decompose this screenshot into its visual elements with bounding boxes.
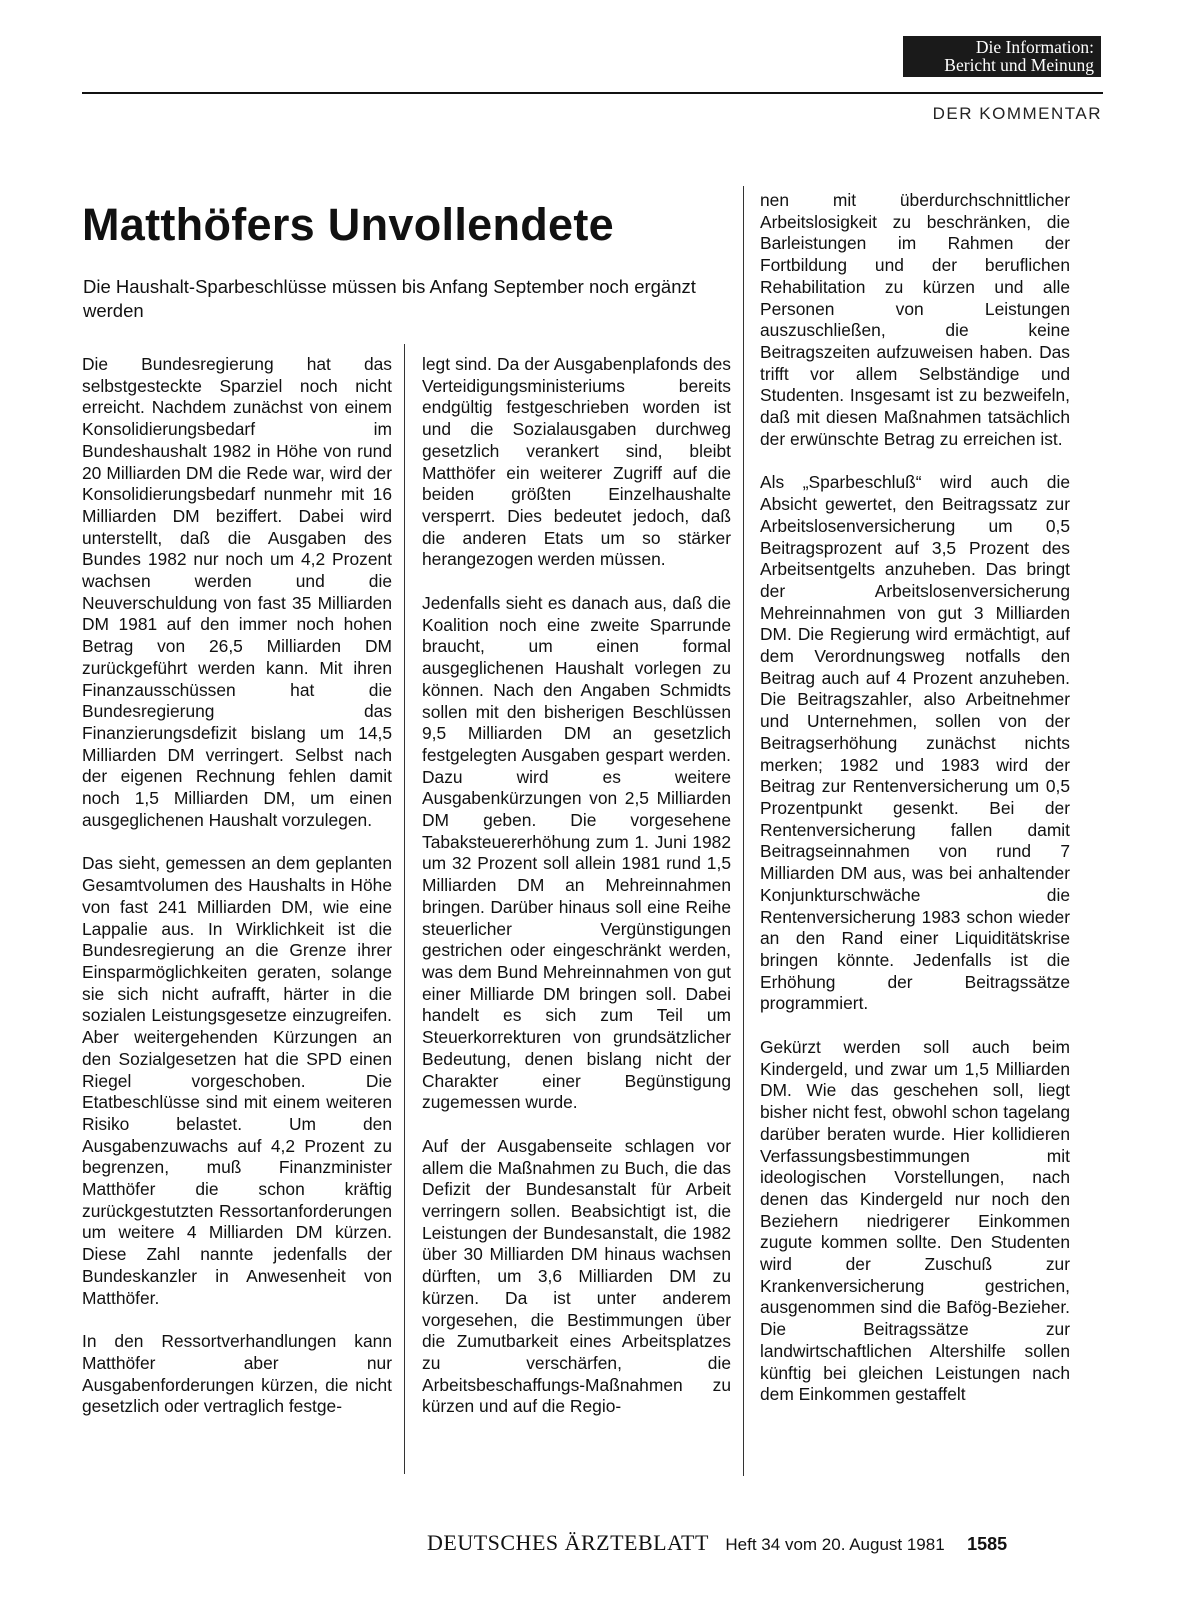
rubric-line-2: Bericht und Meinung [944, 55, 1094, 75]
text-column-2 [422, 354, 731, 1440]
article-subtitle: Die Haushalt-Sparbeschlüsse müssen bis Anfang September noch ergänzt werden [83, 276, 696, 321]
paragraph: Als „Sparbeschluß“ wird auch die Absicht gewertet, den Beitragssatz zur Arbeitslosenversicherung um 0,5 Beitragsprozent auf 3,5 Prozent des Arbeitsentgelts anzuheben. Das bringt der Arbeitslosenversicherung Mehreinnahmen von gut 3 Milliarden DM. Die Regierung wird ermächtigt, auf dem Verordnungsweg notfalls den Beitrag auch auf 4 Prozent anzuheben. Die Beitragszahler, also Arbeitnehmer und Unternehmen, sollen von der Beitragserhöhung zunächst nichts merken; 1982 und 1983 wird der Beitrag zur Rentenversicherung um 0,5 Prozentpunkt gesenkt. Bei der Rentenversicherung fallen damit Beitragseinnahmen von rund 7 Milliarden DM aus, was bei anhaltender Konjunkturschwäche die Rentenversicherung 1983 schon wieder an den Rand einer Liquiditätskrise bringen könnte. Jedenfalls ist die Erhöhung der Beitragssätze programmiert. [760, 472, 1070, 1014]
paragraph: Gekürzt werden soll auch beim Kindergeld, und zwar um 1,5 Milliarden DM. Wie das geschehen soll, liegt bisher nicht fest, obwohl schon tagelang darüber beraten wurde. Hier kollidieren Verfassungsbestimmungen mit ideologischen Vorstellungen, nach denen das Kindergeld nur noch den Beziehern niedrigerer Einkommen zugute kommen sollte. Den Studenten wird der Zuschuß zur Krankenversicherung gestrichen, ausgenommen sind die Bafög-Bezieher. Die Beitragssätze zur landwirtschaftlichen Altershilfe sollen künftig bei gleichen Leistungen nach dem Einkommen gestaffelt [760, 1037, 1070, 1405]
rubric-badge [903, 36, 1101, 77]
paragraph: Jedenfalls sieht es danach aus, daß die Koalition noch eine zweite Sparrunde braucht, um einen formal ausgeglichenen Haushalt vorlegen zu können. Nach den Angaben Schmidts sollen mit den bisherigen Beschlüssen 9,5 Milliarden DM an gesetzlich festgelegten Ausgaben gespart werden. Dazu wird es weitere Ausgabenkürzungen von 2,5 Milliarden DM geben. Die vorgesehene Tabaksteuererhöhung zum 1. Juni 1982 um 32 Prozent soll allein 1981 rund 1,5 Milliarden DM an Mehreinnahmen bringen. Darüber hinaus soll eine Reihe steuerlicher Vergünstigungen gestrichen oder eingeschränkt werden, was dem Bund Mehreinnahmen von gut einer Milliarde DM bringen soll. Dabei handelt es sich zum Teil um Steuerkorrekturen von grundsätzlicher Bedeutung, denen bislang nicht der Charakter einer Begünstigung zugemessen wurde. [422, 593, 731, 1113]
section-label: DER KOMMENTAR [932, 104, 1102, 123]
column-divider [404, 344, 405, 1474]
column-divider [743, 186, 744, 1476]
rubric-line-1: Die Information: [975, 37, 1094, 57]
article-title: Matthöfers Unvollendete [82, 199, 614, 250]
issue-info: Heft 34 vom 20. August 1981 [725, 1535, 945, 1554]
paragraph: Die Bundesregierung hat das selbstgesteckte Sparziel noch nicht erreicht. Nachdem zunächst von einem Konsolidierungsbedarf im Bundeshaushalt 1982 in Höhe von rund 20 Milliarden DM die Rede war, wird der Konsolidierungsbedarf nunmehr mit 16 Milliarden DM beziffert. Dabei wird unterstellt, daß die Ausgaben des Bundes 1982 nur noch um 4,2 Prozent wachsen werden und die Neuverschuldung von fast 35 Milliarden DM 1981 auf den immer noch hohen Betrag von 26,5 Milliarden DM zurückgeführt werden kann. Mit ihren Finanzausschüssen hat die Bundesregierung das Finanzierungsdefizit bislang um 14,5 Milliarden DM verringert. Selbst nach der eigenen Rechnung fehlen damit noch 1,5 Milliarden DM, um einen ausgeglichenen Haushalt vorzulegen. [82, 354, 392, 830]
journal-name: DEUTSCHES ÄRZTEBLATT [427, 1530, 709, 1555]
paragraph: Auf der Ausgabenseite schlagen vor allem die Maßnahmen zu Buch, die das Defizit der Bundesanstalt für Arbeit verringern sollen. Beabsichtigt ist, die Leistungen der Bundesanstalt, die 1982 über 30 Milliarden DM hinaus wachsen dürften, um 3,6 Milliarden DM zu kürzen. Da ist unter anderem vorgesehen, die Bestimmungen über die Zumutbarkeit eines Arbeitsplatzes zu verschärfen, die Arbeitsbeschaffungs-Maßnahmen zu kürzen und auf die Regio- [422, 1135, 731, 1417]
text-column-3 [760, 190, 1070, 1428]
paragraph: nen mit überdurchschnittlicher Arbeitslosigkeit zu beschränken, die Barleistungen im Rahmen der Fortbildung und der beruflichen Rehabilitation zu kürzen und alle Personen von Leistungen auszuschließen, die keine Beitragszeiten aufzuweisen haben. Das trifft vor allem Selbständige und Studenten. Insgesamt ist zu bezweifeln, daß mit diesen Maßnahmen tatsächlich der erwünschte Betrag zu erreichen ist. [760, 190, 1070, 449]
paragraph: legt sind. Da der Ausgabenplafonds des Verteidigungsministeriums bereits endgültig festgeschrieben worden ist und die Sozialausgaben durchweg gesetzlich verankert sind, bleibt Matthöfer ein weiterer Zugriff auf die beiden größten Einzelhaushalte versperrt. Dies bedeutet jedoch, daß die anderen Etats um so stärker herangezogen werden müssen. [422, 354, 731, 570]
page-number: 1585 [967, 1534, 1008, 1554]
paragraph: In den Ressortverhandlungen kann Matthöfer aber nur Ausgabenforderungen kürzen, die nicht gesetzlich oder vertraglich festge- [82, 1331, 392, 1417]
text-column-1 [82, 354, 392, 1440]
header-rule [82, 92, 1103, 94]
paragraph: Das sieht, gemessen an dem geplanten Gesamtvolumen des Haushalts in Höhe von fast 241 Milliarden DM, wie eine Lappalie aus. In Wirklichkeit ist die Bundesregierung an die Grenze ihrer Einsparmöglichkeiten geraten, solange sie sich nicht aufrafft, härter in die sozialen Leistungsgesetze einzugreifen. Aber weitergehenden Kürzungen an den Sozialgesetzen hat die SPD einen Riegel vorgeschoben. Die Etatbeschlüsse sind mit einem weiteren Risiko belastet. Um den Ausgabenzuwachs auf 4,2 Prozent zu begrenzen, muß Finanzminister Matthöfer die schon kräftig zurückgestutzten Ressortanforderungen um weitere 4 Milliarden DM kürzen. Diese Zahl nannte jedenfalls der Bundeskanzler in Anwesenheit von Matthöfer. [82, 853, 392, 1308]
page-footer [427, 1530, 1007, 1556]
